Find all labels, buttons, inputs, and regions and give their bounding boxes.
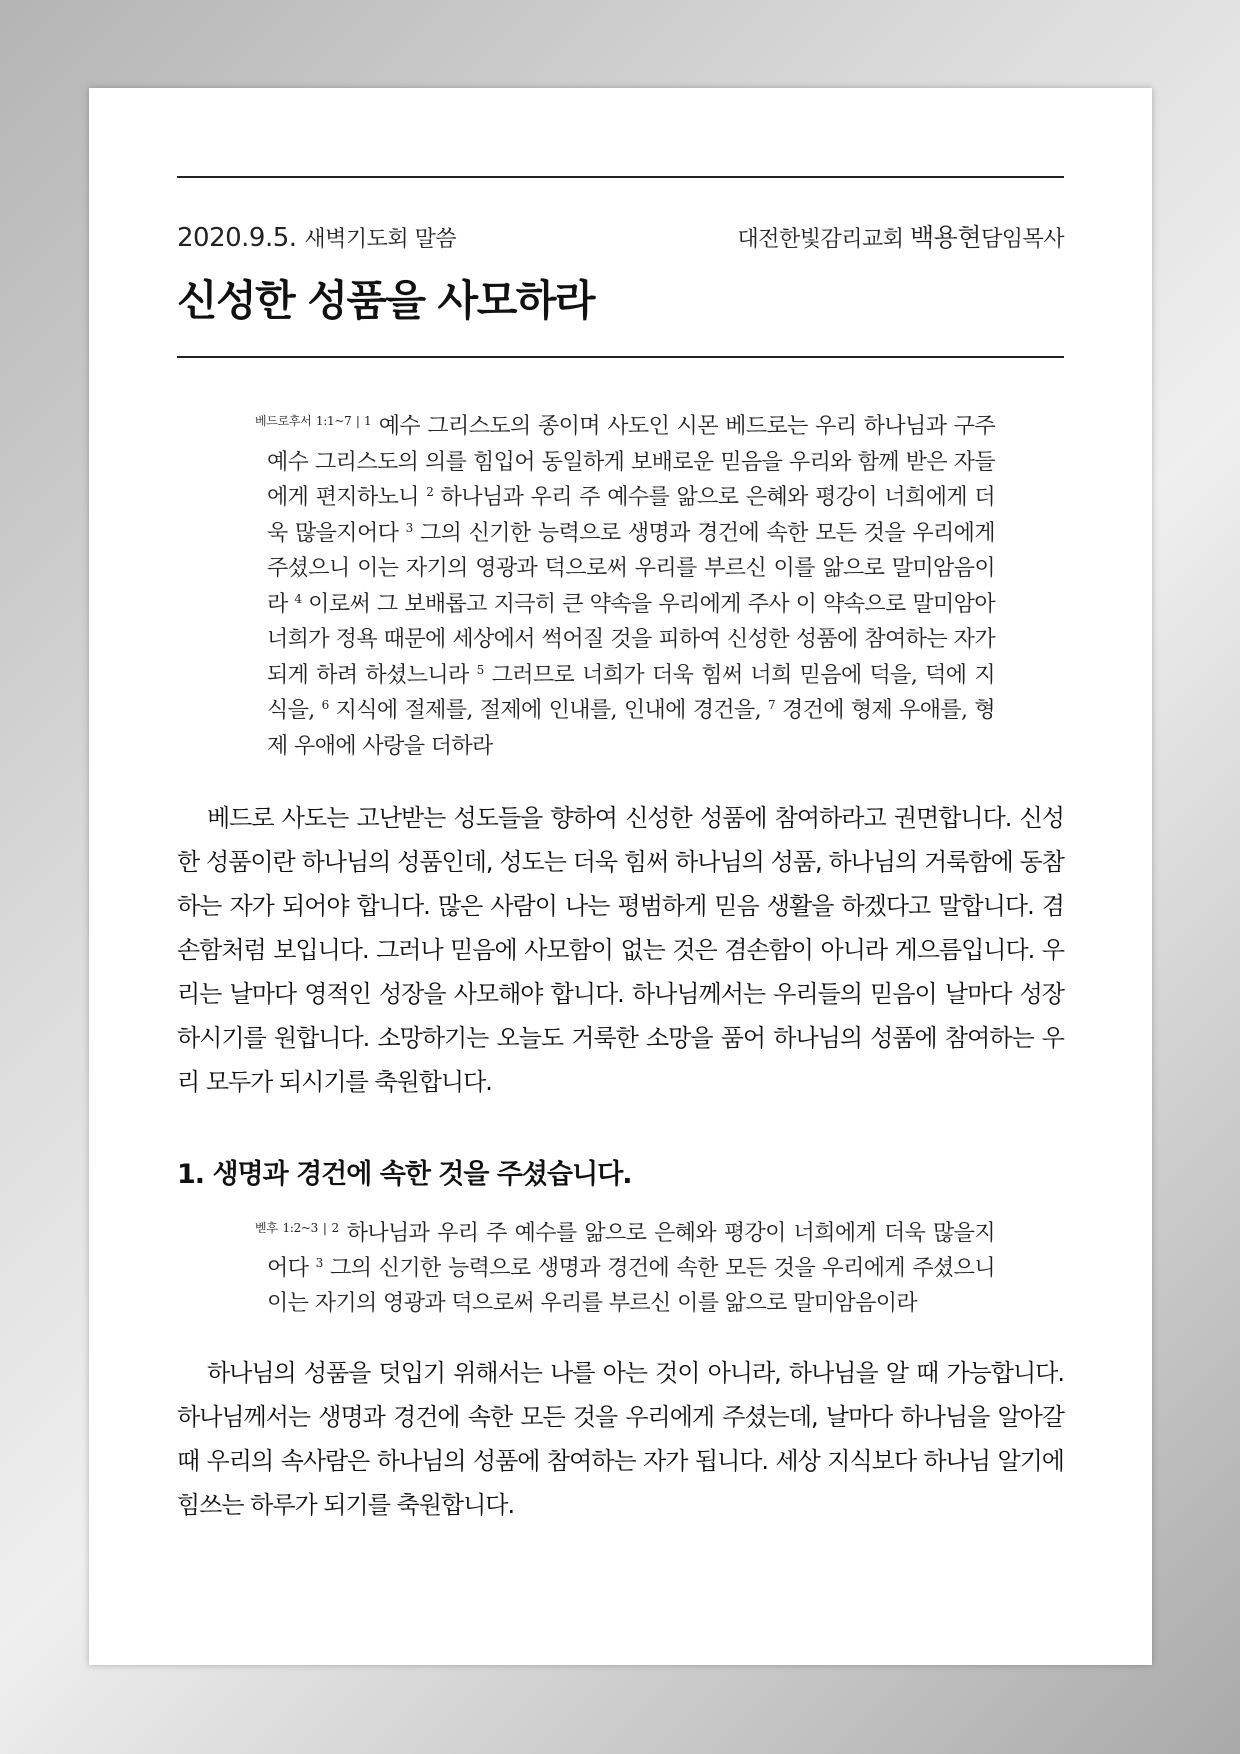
verse-5: 그러므로 너희가 더욱 힘써 너희 믿음에 덕을, 덕에 지식을, [267,662,995,724]
sermon-title: 신성한 성품을 사모하라 [177,276,594,325]
verse-1: 예수 그리스도의 종이며 사도인 시몬 베드로는 우리 하나님과 구주 예수 그리스도의 의를 힘입어 동일하게 보배로운 믿음을 우리와 함께 받은 자들에게 편지하노니 [267,414,995,511]
section-verse-3: 그의 신기한 능력으로 생명과 경건에 속한 모든 것을 우리에게 주셨으니 이는 자기의 영광과 덕으로써 우리를 부르신 이를 앎으로 말미암음이라 [267,1256,995,1317]
service-name: 새벽기도회 말씀 [304,227,457,252]
header-church-pastor [738,218,1065,254]
verse-7: 경건에 형제 우애를, 형제 우애에 사랑을 더하라 [267,698,995,759]
verse-number-7: 7 [768,698,776,713]
document-page [89,88,1152,1665]
verse-number-4: 4 [294,591,302,606]
verse-2: 하나님과 우리 주 예수를 앎으로 은혜와 평강이 너희에게 더욱 많을지어다 [267,485,995,546]
sermon-date: 2020.9.5. [177,223,297,253]
page-content [177,176,1064,1551]
verse-number-3: 3 [405,520,413,535]
scripture-reference: 베드로후서 1:1~7 | 1 [255,414,372,429]
top-rule [177,176,1064,178]
scripture-passage [255,404,995,764]
section-heading-1: 1. 생명과 경건에 속한 것을 주셨습니다. [177,1159,632,1191]
verse-6: 지식에 절제를, 절제에 인내를, 인내에 경건을, [335,698,762,724]
intro-paragraph: 베드로 사도는 고난받는 성도들을 향하여 신성한 성품에 참여하라고 권면합니다. 신성한 성품이란 하나님의 성품인데, 성도는 더욱 힘써 하나님의 성품, 하나님의 거룩함에 동참하는 자가 되어야 합니다. 많은 사람이 나는 평범하게 믿음 생활을 하겠다고 말합니다. 겸손함처럼 보입니다. 그러나 믿음에 사모함이 없는 것은 겸손함이 아니라 게으름입니다. 우리는 날마다 영적인 성장을 사모해야 합니다. 하나님께서는 우리들의 믿음이 날마다 성장하시기를 원합니다. 소망하기는 오늘도 거룩한 소망을 품어 하나님의 성품에 참여하는 우리 모두가 되시기를 축원합니다. [177,804,1064,1097]
section-scripture-passage [255,1211,995,1321]
section-verse-2: 하나님과 우리 주 예수를 앎으로 은혜와 평강이 너희에게 더욱 많을지어다 [267,1221,995,1282]
section-verse-number-3: 3 [315,1256,323,1271]
verse-number-5: 5 [476,662,484,677]
verse-4: 이로써 그 보배롭고 지극히 큰 약속을 우리에게 주사 이 약속으로 말미암아 너희가 정욕 때문에 세상에서 썩어질 것을 피하여 신성한 성품에 참여하는 자가 되게 하려 하셨느니라 [267,591,995,688]
verse-number-2: 2 [426,485,434,500]
pastor-name: 백용현 [910,223,981,252]
section-scripture-reference: 벧후 1:2~3 | 2 [255,1221,339,1236]
pastor-title: 담임목사 [980,227,1064,252]
verse-3: 그의 신기한 능력으로 생명과 경건에 속한 모든 것을 우리에게 주셨으니 이는 자기의 영광과 덕으로써 우리를 부르신 이를 앎으로 말미암음이라 [267,520,995,617]
header [177,218,1064,254]
verse-number-6: 6 [321,698,329,713]
church-name: 대전한빛감리교회 [737,227,904,252]
section-paragraph: 하나님의 성품을 덧입기 위해서는 나를 아는 것이 아니라, 하나님을 알 때 가능합니다. 하나님께서는 생명과 경건에 속한 모든 것을 우리에게 주셨는데, 날마다 하나님을 알아갈 때 우리의 속사람은 하나님의 성품에 참여하는 자가 됩니다. 세상 지식보다 하나님 알기에 힘쓰는 하루가 되기를 축원합니다. [177,1359,1064,1520]
title-rule [177,356,1064,358]
header-date-service [177,222,456,253]
